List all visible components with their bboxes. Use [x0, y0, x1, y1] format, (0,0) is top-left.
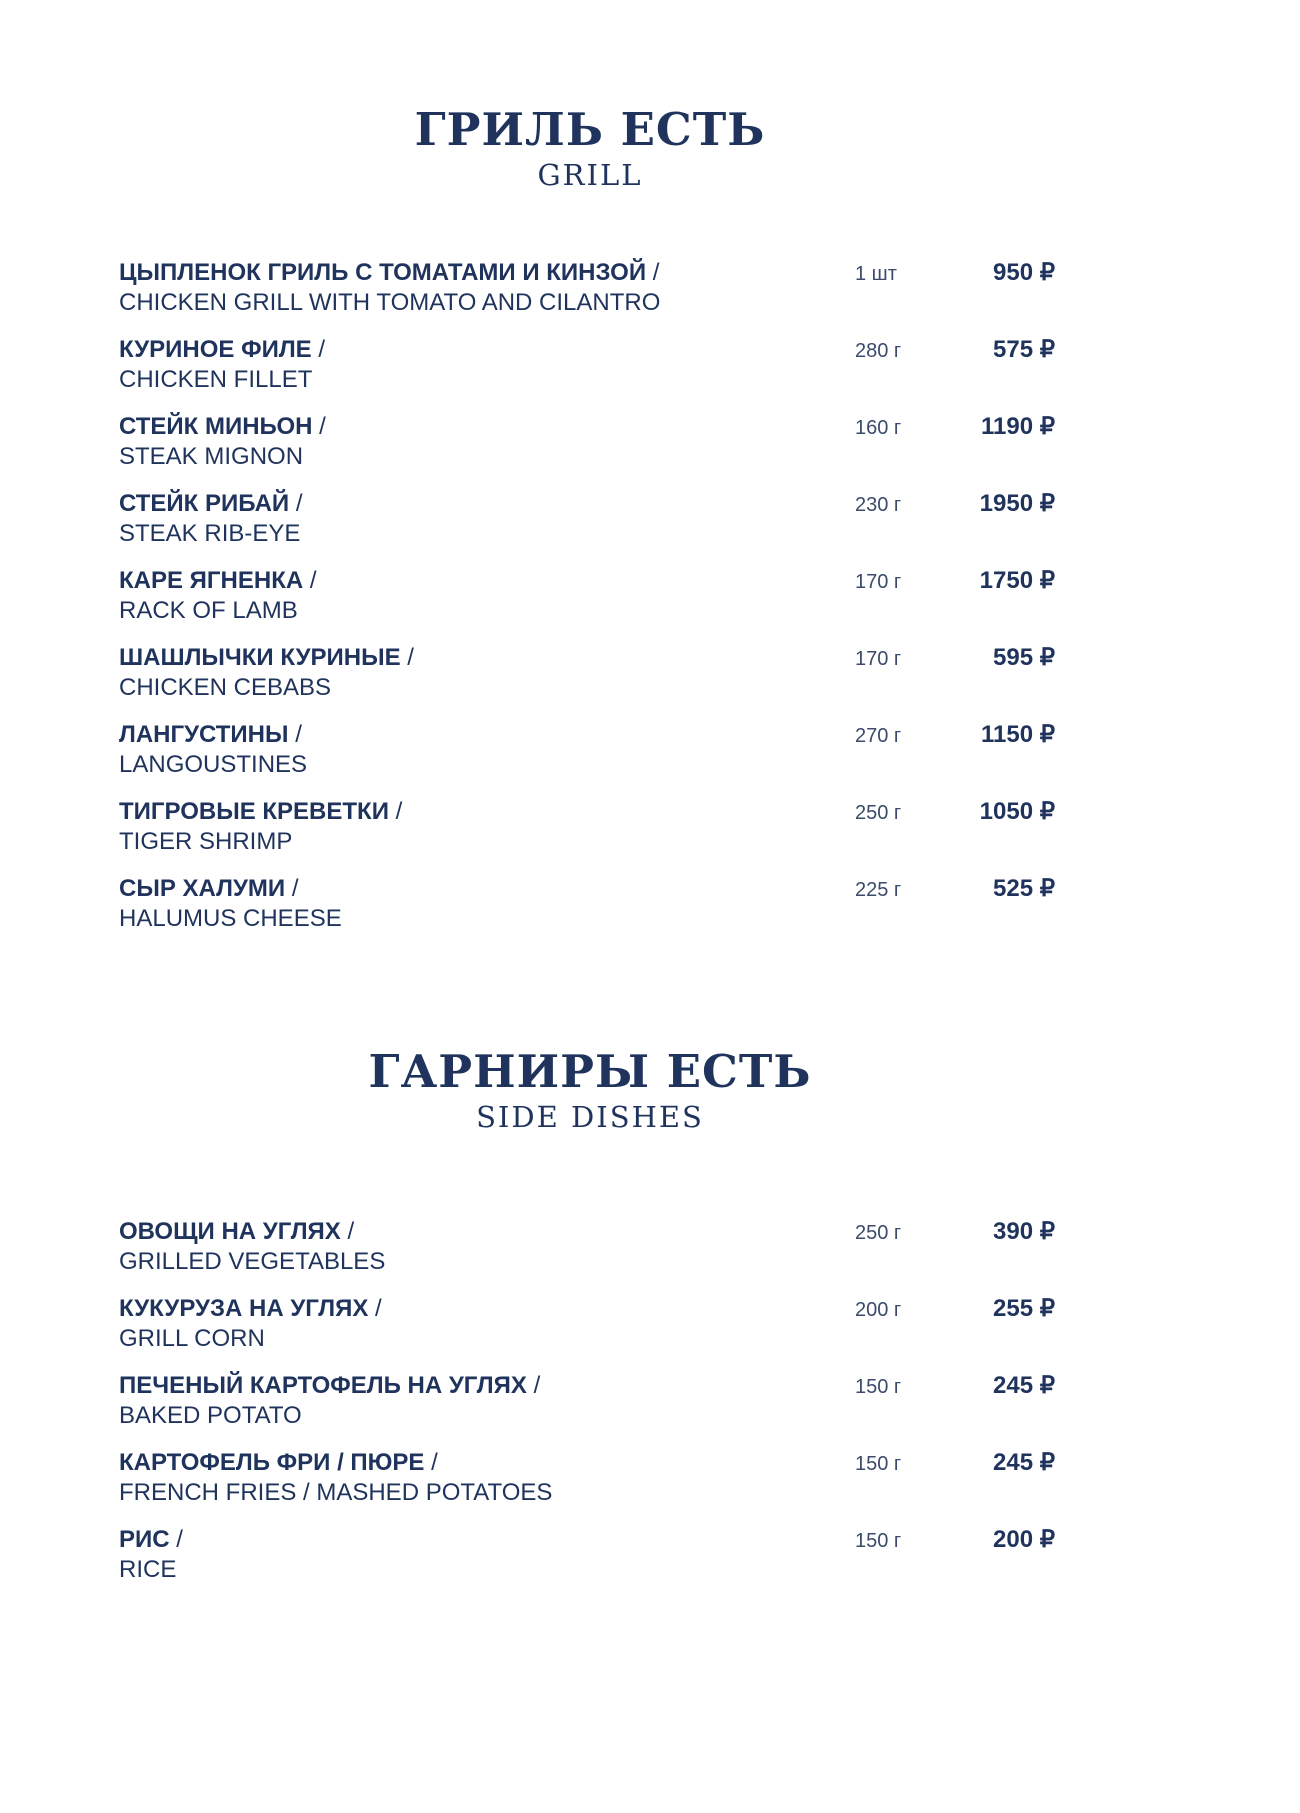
menu-item — [0, 1217, 1300, 1294]
item-separator: / — [375, 1295, 382, 1322]
grill-menu-list — [0, 258, 1300, 951]
item-name-ru-text: СТЕЙК РИБАЙ — [119, 490, 290, 517]
item-name-ru — [119, 335, 325, 365]
item-name-ru-text: ШАШЛЫЧКИ КУРИНЫЕ — [119, 644, 401, 671]
item-separator: / — [318, 336, 326, 363]
item-price: 950 ₽ — [993, 259, 1055, 286]
item-weight: 250 г — [855, 1222, 902, 1244]
item-name-ru — [119, 566, 317, 596]
item-name-en: CHICKEN CEBABS — [119, 674, 332, 701]
item-separator: / — [319, 413, 326, 440]
section-title-ru: ГАРНИРЫ ЕСТЬ — [368, 1045, 812, 1098]
item-price: 575 ₽ — [993, 336, 1055, 363]
item-separator: / — [347, 1218, 355, 1245]
item-price: 1050 ₽ — [979, 798, 1055, 825]
menu-item — [0, 489, 1300, 566]
item-name-ru — [119, 720, 302, 750]
item-name-ru-text: КУРИНОЕ ФИЛЕ — [119, 336, 312, 363]
item-separator: / — [533, 1372, 541, 1399]
item-name-ru — [119, 1448, 438, 1478]
item-name-ru-text: ПЕЧЕНЫЙ КАРТОФЕЛЬ НА УГЛЯХ — [119, 1372, 527, 1399]
item-weight: 150 г — [855, 1453, 902, 1475]
item-price: 1190 ₽ — [980, 413, 1055, 440]
side-dishes-section-header — [0, 1046, 1180, 1136]
item-name-en: RICE — [119, 1556, 177, 1583]
item-price: 595 ₽ — [993, 644, 1055, 671]
menu-item — [0, 258, 1300, 335]
item-name-en: TIGER SHRIMP — [119, 828, 293, 855]
item-separator: / — [291, 875, 299, 902]
menu-item — [0, 412, 1300, 489]
item-name-en: RACK OF LAMB — [119, 597, 298, 624]
item-name-en: CHICKEN FILLET — [119, 366, 313, 393]
item-name-ru-text: ЦЫПЛЕНОК ГРИЛЬ С ТОМАТАМИ И КИНЗОЙ — [119, 259, 647, 286]
item-name-en: FRENCH FRIES / MASHED POTATOES — [119, 1479, 553, 1506]
menu-item — [0, 1525, 1300, 1602]
item-weight: 160 г — [855, 417, 902, 439]
item-weight: 225 г — [855, 879, 902, 901]
item-name-en: LANGOUSTINES — [119, 751, 308, 778]
item-name-ru-text: ТИГРОВЫЕ КРЕВЕТКИ — [119, 798, 389, 825]
item-name-ru — [119, 489, 303, 519]
item-name-en: GRILLED VEGETABLES — [119, 1248, 386, 1275]
menu-item — [0, 797, 1300, 874]
item-name-ru-text: КУКУРУЗА НА УГЛЯХ — [119, 1295, 369, 1322]
item-weight: 200 г — [855, 1299, 902, 1321]
item-name-ru — [119, 797, 402, 827]
item-name-ru-text: СТЕЙК МИНЬОН — [119, 413, 313, 440]
item-separator: / — [295, 490, 303, 517]
item-name-ru-text: СЫР ХАЛУМИ — [119, 875, 286, 902]
item-name-ru — [119, 1371, 540, 1401]
item-separator: / — [652, 259, 660, 286]
menu-item — [0, 720, 1300, 797]
section-title-en: SIDE DISHES — [476, 1100, 704, 1134]
item-name-en: HALUMUS CHEESE — [119, 905, 342, 932]
item-name-ru — [119, 1525, 183, 1555]
section-title-en: GRILL — [537, 158, 643, 192]
menu-item — [0, 335, 1300, 412]
item-name-ru-text: ОВОЩИ НА УГЛЯХ — [119, 1218, 341, 1245]
item-name-en: GRILL CORN — [119, 1325, 265, 1352]
item-name-ru-text: РИС — [119, 1526, 170, 1553]
item-name-ru — [119, 1217, 354, 1247]
item-separator: / — [431, 1449, 438, 1476]
item-name-ru — [119, 1294, 382, 1324]
menu-item — [0, 1294, 1300, 1371]
item-weight: 170 г — [855, 648, 902, 670]
menu-item — [0, 643, 1300, 720]
item-separator: / — [309, 567, 317, 594]
item-name-ru-text: КАРЕ ЯГНЕНКА — [119, 567, 304, 594]
item-price: 1950 ₽ — [979, 490, 1055, 517]
item-separator: / — [176, 1526, 183, 1553]
item-price: 1750 ₽ — [979, 567, 1055, 594]
menu-item — [0, 566, 1300, 643]
item-name-en: BAKED POTATO — [119, 1402, 302, 1429]
grill-section-header — [0, 104, 1180, 194]
item-name-ru — [119, 643, 414, 673]
item-price: 1150 ₽ — [980, 721, 1055, 748]
item-separator: / — [407, 644, 414, 671]
item-weight: 250 г — [855, 802, 902, 824]
item-weight: 1 шт — [855, 263, 897, 285]
item-separator: / — [295, 721, 302, 748]
item-name-ru — [119, 258, 659, 288]
item-name-ru-text: КАРТОФЕЛЬ ФРИ / ПЮРЕ — [119, 1449, 425, 1476]
item-price: 200 ₽ — [993, 1526, 1055, 1553]
menu-item — [0, 874, 1300, 951]
item-weight: 280 г — [855, 340, 902, 362]
menu-item — [0, 1448, 1300, 1525]
item-price: 390 ₽ — [993, 1218, 1055, 1245]
item-name-ru — [119, 874, 299, 904]
item-name-ru-text: ЛАНГУСТИНЫ — [119, 721, 289, 748]
item-weight: 150 г — [855, 1530, 902, 1552]
menu-item — [0, 1371, 1300, 1448]
item-weight: 270 г — [855, 725, 902, 747]
item-name-ru — [119, 412, 326, 442]
item-name-en: STEAK RIB-EYE — [119, 520, 301, 547]
item-price: 525 ₽ — [993, 875, 1055, 902]
item-name-en: CHICKEN GRILL WITH TOMATO AND CILANTRO — [119, 289, 661, 316]
item-weight: 230 г — [855, 494, 902, 516]
item-weight: 170 г — [855, 571, 902, 593]
side-dishes-menu-list — [0, 1217, 1300, 1602]
item-price: 255 ₽ — [993, 1295, 1055, 1322]
item-price: 245 ₽ — [993, 1372, 1055, 1399]
item-separator: / — [395, 798, 403, 825]
item-name-en: STEAK MIGNON — [119, 443, 304, 470]
item-price: 245 ₽ — [993, 1449, 1055, 1476]
section-title-ru: ГРИЛЬ ЕСТЬ — [414, 103, 766, 156]
item-weight: 150 г — [855, 1376, 902, 1398]
